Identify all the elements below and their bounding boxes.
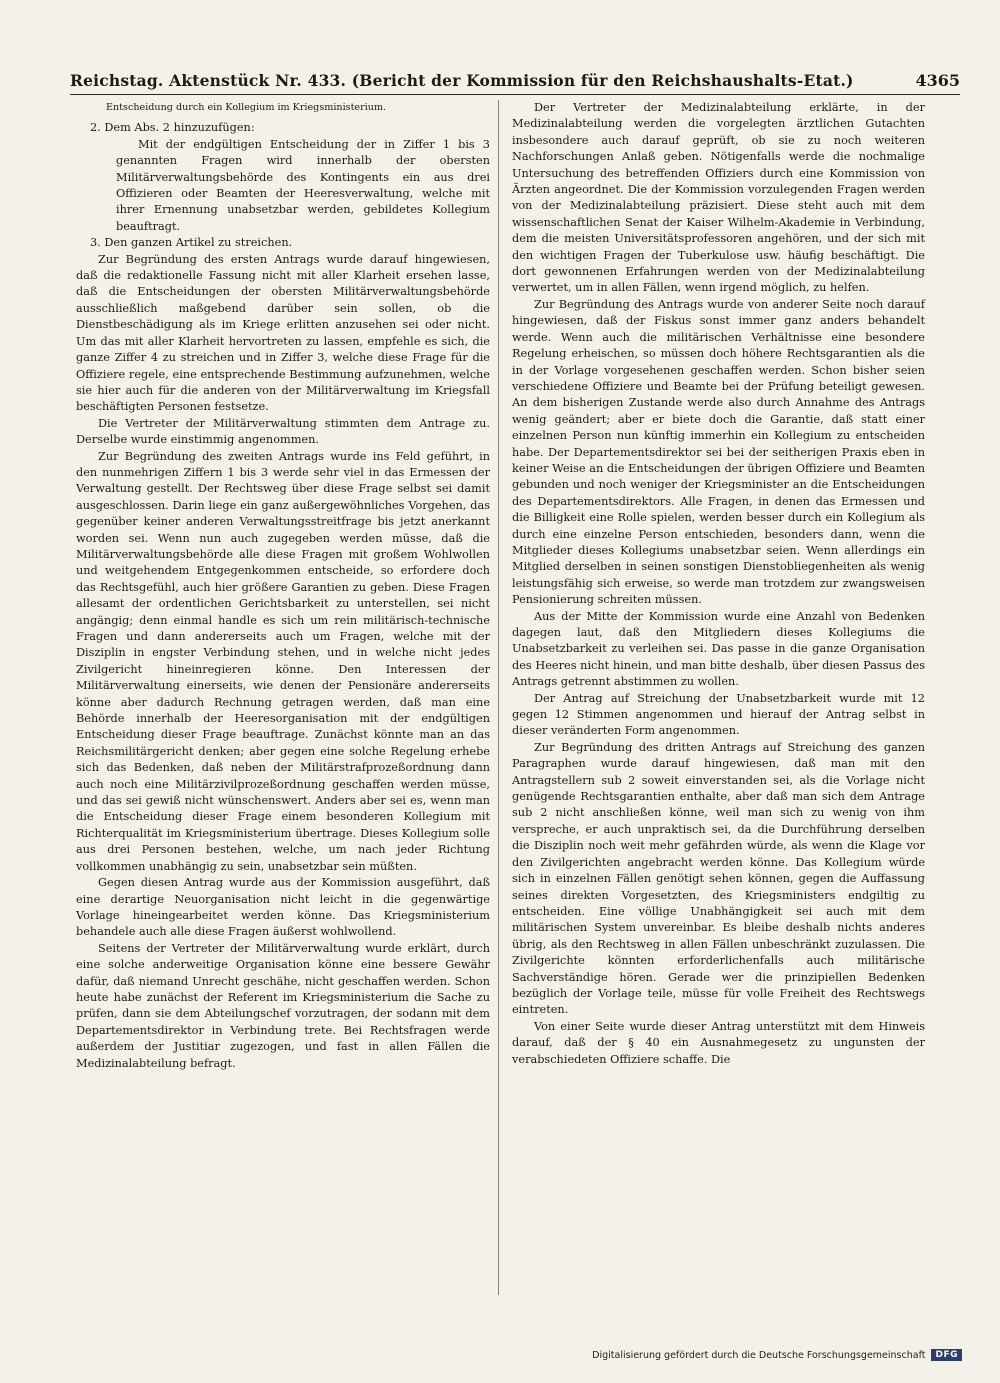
paragraph: Die Vertreter der Militärverwaltung stimmten dem Antrage zu. Derselbe wurde einstimmig angenommen. [76, 416, 490, 447]
continuation-line: Entscheidung durch ein Kollegium im Kriegsministerium. [106, 102, 387, 113]
left-column [76, 100, 490, 1072]
paragraph: Zur Begründung des dritten Antrags auf Streichung des ganzen Paragraphen wurde darauf hingewiesen, daß man mit den Antragstellern sub 2 soweit einverstanden sei, als die Vorlage nicht genügende Rechtsgarantien enthalte, aber daß man sich dem Antrage sub 2 nicht anschließen könne, weil man sich zu wenig von ihm verspreche, er auch unpraktisch sei, da die Durchführung derselben die Disziplin noch weit mehr gefährden würde, als wenn die Klage vor den Zivilgerichten angebracht werden könne. Das Kollegium würde sich in einzelnen Fällen genötigt sehen können, gegen die Auffassung seines direkten Vorgesetzten, des Kriegsministers endgiltig zu entscheiden. Eine völlige Unabhängigkeit sei auch mit dem militärischen System unvereinbar. Es bleibe deshalb nichts anderes übrig, als den Rechtsweg in allen Fällen unbeschränkt zuzulassen. Die Zivilgerichte könnten erforderlichenfalls auch militärische Sachverständige hören. Gerade wer die prinzipiellen Bedenken bezüglich der Vorlage teile, müsse für volle Freiheit des Rechtswegs eintreten. [512, 740, 925, 1017]
digitization-footer [592, 1349, 962, 1361]
quoted-amendment: Mit der endgültigen Entscheidung der in Ziffer 1 bis 3 genannten Fragen wird innerhalb der obersten Militärverwaltungsbehörde des Kontingents ein aus drei Offizieren oder Beamten der Heeresverwaltung, welche mit ihrer Ernennung unabsetzbar werden, gebildetes Kollegium beauftragt. [116, 137, 490, 233]
paragraph: Von einer Seite wurde dieser Antrag unterstützt mit dem Hinweis darauf, daß der § 40 ein Ausnahmegesetz zu ungunsten der verabschiedeten Offiziere schaffe. Die [512, 1019, 925, 1066]
paragraph: Zur Begründung des ersten Antrags wurde darauf hingewiesen, daß die redaktionelle Fassung nicht mit aller Klarheit ersehen lasse, daß die Entscheidungen der obersten Militärverwaltungsbehörde ausschließlich maßgebend darüber sein sollen, ob die Dienstbeschädigung als im Kriege erlitten anzusehen sei oder nicht. Um das mit aller Klarheit hervortreten zu lassen, empfehle es sich, die ganze Ziffer 4 zu streichen und in Ziffer 3, welche diese Frage für die Offiziere regele, eine entsprechende Bestimmung aufzunehmen, welche sie hier auch für die anderen von der Militärverwaltung im Kriegsfall beschäftigten Personen festsetze. [76, 252, 490, 414]
paragraph: Zur Begründung des Antrags wurde von anderer Seite noch darauf hingewiesen, daß der Fiskus sonst immer ganz anders behandelt werde. Wenn auch die militärischen Verhältnisse eine besondere Regelung erheischen, so müssen doch höhere Rechtsgarantien als die in der Vorlage vorgesehenen geschaffen werden. Schon bisher seien verschiedene Offiziere und Beamte bei der Prüfung beteiligt gewesen. An dem bisherigen Zustande werde also durch Annahme des Antrags wenig geändert; aber er biete doch die Garantie, daß statt einer einzelnen Person nun künftig immerhin ein Kollegium zu entscheiden habe. Der Departementsdirektor sei bei der seitherigen Praxis eben in keiner Weise an die Entscheidungen der übrigen Offiziere und Beamten gebunden und noch weniger der Kriegsminister an die Entscheidungen des Departementsdirektors. Alle Fragen, in denen das Ermessen und die Billigkeit eine Rolle spielen, werden besser durch ein Kollegium als durch eine einzelne Person entschieden, besonders dann, wenn die Mitglieder dieses Kollegiums unabsetzbar seien. Wenn allerdings ein Mitglied derselben in seinen sonstigen Dienstobliegenheiten als wenig leistungsfähig sich erweise, so werde man trotzdem zur zwangsweisen Pensionierung schreiten müssen. [512, 297, 925, 607]
paragraph: Aus der Mitte der Kommission wurde eine Anzahl von Bedenken dagegen laut, daß den Mitgliedern dieses Kollegiums die Unabsetzbarkeit zu verleihen sei. Das passe in die ganze Organisation des Heeres nicht hinein, und man bitte deshalb, über diesen Passus des Antrags getrennt abstimmen zu wollen. [512, 609, 925, 689]
running-title: Reichstag. Aktenstück Nr. 433. (Bericht der Kommission für den Reichshaushalts-Etat.) [70, 71, 854, 90]
page-number: 4365 [915, 71, 960, 90]
paragraph: Seitens der Vertreter der Militärverwaltung wurde erklärt, durch eine solche anderweitige Organisation könne eine bessere Gewähr dafür, daß niemand Unrecht geschähe, nicht geschaffen werden. Schon heute habe zunächst der Referent im Kriegsministerium die Sache zu prüfen, dann sie dem Abteilungschef vorzutragen, der sodann mit dem Departementsdirektor in Verbindung trete. Bei Rechtsfragen werde außerdem der Justitiar zugezogen, und fast in allen Fällen die Medizinalabteilung befragt. [76, 941, 490, 1070]
dfg-logo-icon: DFG [931, 1349, 962, 1361]
footer-credit: Digitalisierung gefördert durch die Deutsche Forschungsgemeinschaft [592, 1349, 926, 1361]
page-header [70, 62, 960, 95]
paragraph: Der Antrag auf Streichung der Unabsetzbarkeit wurde mit 12 gegen 12 Stimmen angenommen und hierauf der Antrag selbst in dieser veränderten Form angenommen. [512, 691, 925, 738]
right-column [512, 100, 925, 1068]
paragraph: Zur Begründung des zweiten Antrags wurde ins Feld geführt, in den nunmehrigen Ziffern 1 bis 3 werde sehr viel in das Ermessen der Verwaltung gestellt. Der Rechtsweg über diese Frage selbst sei damit ausgeschlossen. Darin liege ein ganz außergewöhnliches Vorgehen, das gegenüber keiner anderen Verwaltungsstreitfrage bis jetzt anerkannt worden sei. Wenn nun auch zugegeben werden müsse, daß die Militärverwaltungsbehörde alle diese Fragen mit großem Wohlwollen und weitgehendem Entgegenkommen entscheide, so erfordere doch das Rechtsgefühl, auch hier größere Garantien zu geben. Diese Fragen allesamt der ordentlichen Gerichtsbarkeit zu unterstellen, sei nicht angängig; denn einmal handle es sich um rein militärisch-technische Fragen und dann andererseits auch um Fragen, welche mit der Disziplin in engster Verbindung stehen, und in welche nicht jedes Zivilgericht hineinregieren könne. Den Interessen der Militärverwaltung einerseits, wie denen der Pensionäre andererseits könne aber dadurch Rechnung getragen werden, daß man eine Behörde innerhalb der Heeresorganisation mit der endgültigen Entscheidung dieser Frage beauftrage. Zunächst könnte man an das Reichsmilitärgericht denken; aber gegen eine solche Regelung erhebe sich das Bedenken, daß neben der Militärstrafprozeßordnung dann auch noch eine Militärzivilprozeßordnung geschaffen werden müsse, und das sei gewiß nicht wünschenswert. Anders aber sei es, wenn man die Entscheidung dieser Frage einem besonderen Kollegium mit Richterqualität im Kriegsministerium übertrage. Dieses Kollegium solle aus drei Personen bestehen, welche, um nach jeder Richtung vollkommen unabhängig zu sein, unabsetzbar sein müßten. [76, 449, 490, 873]
column-divider [498, 100, 499, 1295]
list-item: 2. Dem Abs. 2 hinzuzufügen: [90, 121, 255, 135]
list-item: 3. Den ganzen Artikel zu streichen. [90, 236, 293, 250]
paragraph: Gegen diesen Antrag wurde aus der Kommission ausgeführt, daß eine derartige Neuorganisation nicht leicht in die gegenwärtige Vorlage hineingearbeitet werden könne. Das Kriegsministerium behandele auch alle diese Fragen äußerst wohlwollend. [76, 876, 490, 939]
paragraph: Der Vertreter der Medizinalabteilung erklärte, in der Medizinalabteilung werden die vorgelegten ärztlichen Gutachten insbesondere auch darauf geprüft, ob sie zu noch weiteren Nachforschungen Anlaß geben. Nötigenfalls werde die nochmalige Untersuchung des betreffenden Offiziers durch eine Kommission von Ärzten angeordnet. Die der Kommission vorzulegenden Fragen werden von der Medizinalabteilung präzisiert. Diese steht auch mit dem wissenschaftlichen Senat der Kaiser Wilhelm-Akademie in Verbindung, dem die meisten Universitätsprofessoren angehören, und der sich mit den wichtigen Fragen der Tuberkulose usw. häufig beschäftigt. Die dort gewonnenen Erfahrungen werden von der Medizinalabteilung verwertet, um in allen Fällen, wenn irgend möglich, zu helfen. [512, 101, 925, 295]
